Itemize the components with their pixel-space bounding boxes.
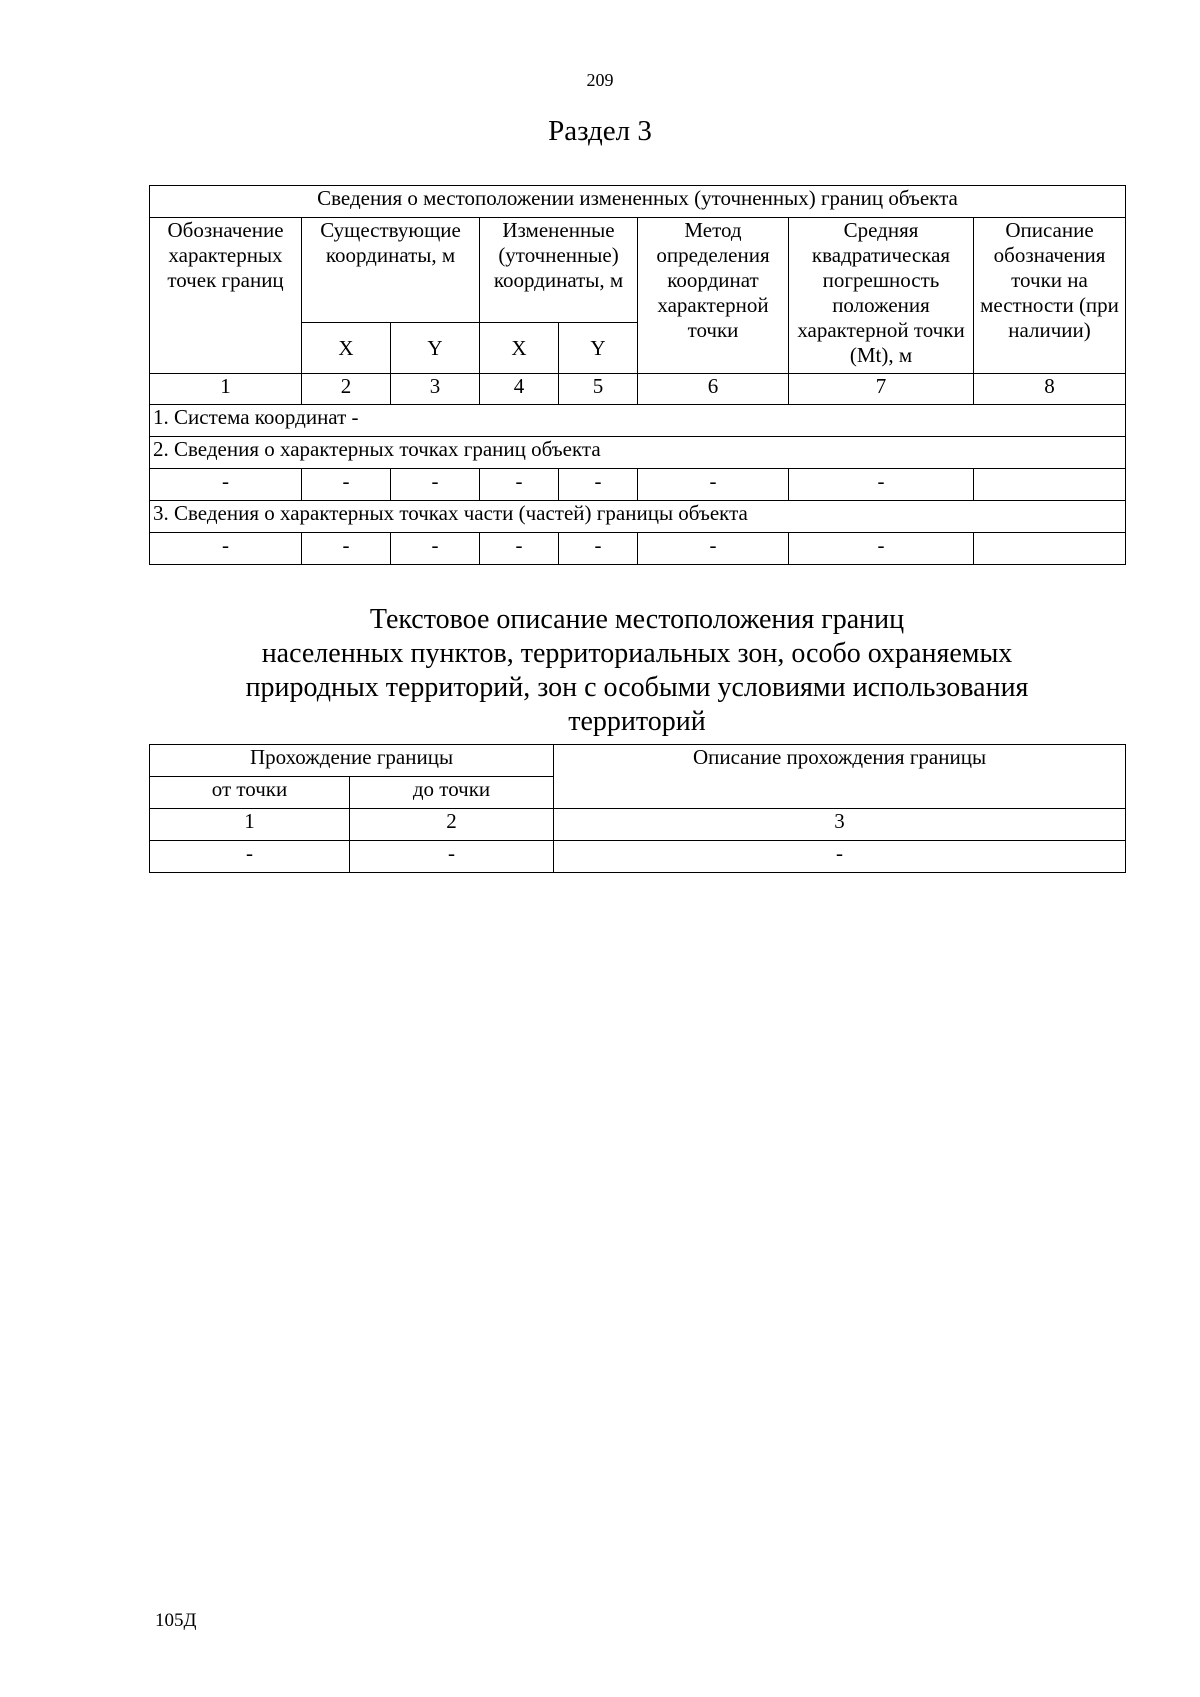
column-number: 7 <box>789 374 974 405</box>
table-cell: - <box>150 533 302 565</box>
table-row <box>150 469 1126 501</box>
column-number: 3 <box>391 374 480 405</box>
table-row <box>150 533 1126 565</box>
table-cell: - <box>302 469 391 501</box>
table-cell: - <box>391 469 480 501</box>
boundary-points-table <box>149 185 1126 565</box>
header-existing-x: X <box>302 323 391 374</box>
header-changed-y: Y <box>559 323 638 374</box>
table-cell: - <box>480 533 559 565</box>
table-cell: - <box>789 469 974 501</box>
column-number: 3 <box>554 809 1126 841</box>
column-number-row <box>150 809 1126 841</box>
table-cell: - <box>150 841 350 873</box>
table-cell: - <box>350 841 554 873</box>
header-to-point: до точки <box>350 777 554 809</box>
text-description-heading <box>149 603 1125 739</box>
table-cell: - <box>559 469 638 501</box>
header-passage: Прохождение границы <box>150 745 554 777</box>
heading-line: населенных пунктов, территориальных зон, особо охраняемых <box>261 638 1013 669</box>
document-code: 105Д <box>155 1610 197 1631</box>
section-coordinate-system: 1. Система координат - <box>150 405 1126 437</box>
page-number: 209 <box>586 70 614 90</box>
table-cell: - <box>391 533 480 565</box>
table-cell: - <box>638 533 789 565</box>
table-cell: - <box>554 841 1126 873</box>
header-existing-coords: Существующие координаты, м <box>302 218 480 323</box>
column-number: 8 <box>974 374 1126 405</box>
header-designation: Обозначение характерных точек границ <box>150 218 302 374</box>
column-number: 2 <box>302 374 391 405</box>
heading-line: природных территорий, зон с особыми условиями использования <box>245 672 1029 703</box>
section-title: Раздел 3 <box>548 115 652 147</box>
heading-line: территорий <box>568 706 706 737</box>
table-cell <box>974 533 1126 565</box>
table-cell: - <box>150 469 302 501</box>
column-number: 1 <box>150 374 302 405</box>
table-cell: - <box>789 533 974 565</box>
header-changed-x: X <box>480 323 559 374</box>
main-table-caption: Сведения о местоположении измененных (уточненных) границ объекта <box>150 186 1126 218</box>
header-existing-y: Y <box>391 323 480 374</box>
boundary-passage-table <box>149 744 1126 873</box>
table-cell: - <box>480 469 559 501</box>
table-row <box>150 841 1126 873</box>
column-number: 4 <box>480 374 559 405</box>
column-number: 6 <box>638 374 789 405</box>
table-cell: - <box>559 533 638 565</box>
header-changed-coords: Измененные (уточненные) координаты, м <box>480 218 638 323</box>
header-passage-description: Описание прохождения границы <box>554 745 1126 809</box>
header-mean-error: Средняя квадратическая погрешность положения характерной точки (Mt), м <box>789 218 974 374</box>
column-number: 5 <box>559 374 638 405</box>
column-number: 1 <box>150 809 350 841</box>
column-number-row <box>150 374 1126 405</box>
table-cell: - <box>638 469 789 501</box>
header-description: Описание обозначения точки на местности (при наличии) <box>974 218 1126 374</box>
heading-line: Текстовое описание местоположения границ <box>369 604 905 635</box>
section-part-boundary-points: 3. Сведения о характерных точках части (частей) границы объекта <box>150 501 1126 533</box>
table-cell: - <box>302 533 391 565</box>
section-boundary-points: 2. Сведения о характерных точках границ объекта <box>150 437 1126 469</box>
header-from-point: от точки <box>150 777 350 809</box>
header-method: Метод определения координат характерной точки <box>638 218 789 374</box>
table-cell <box>974 469 1126 501</box>
column-number: 2 <box>350 809 554 841</box>
